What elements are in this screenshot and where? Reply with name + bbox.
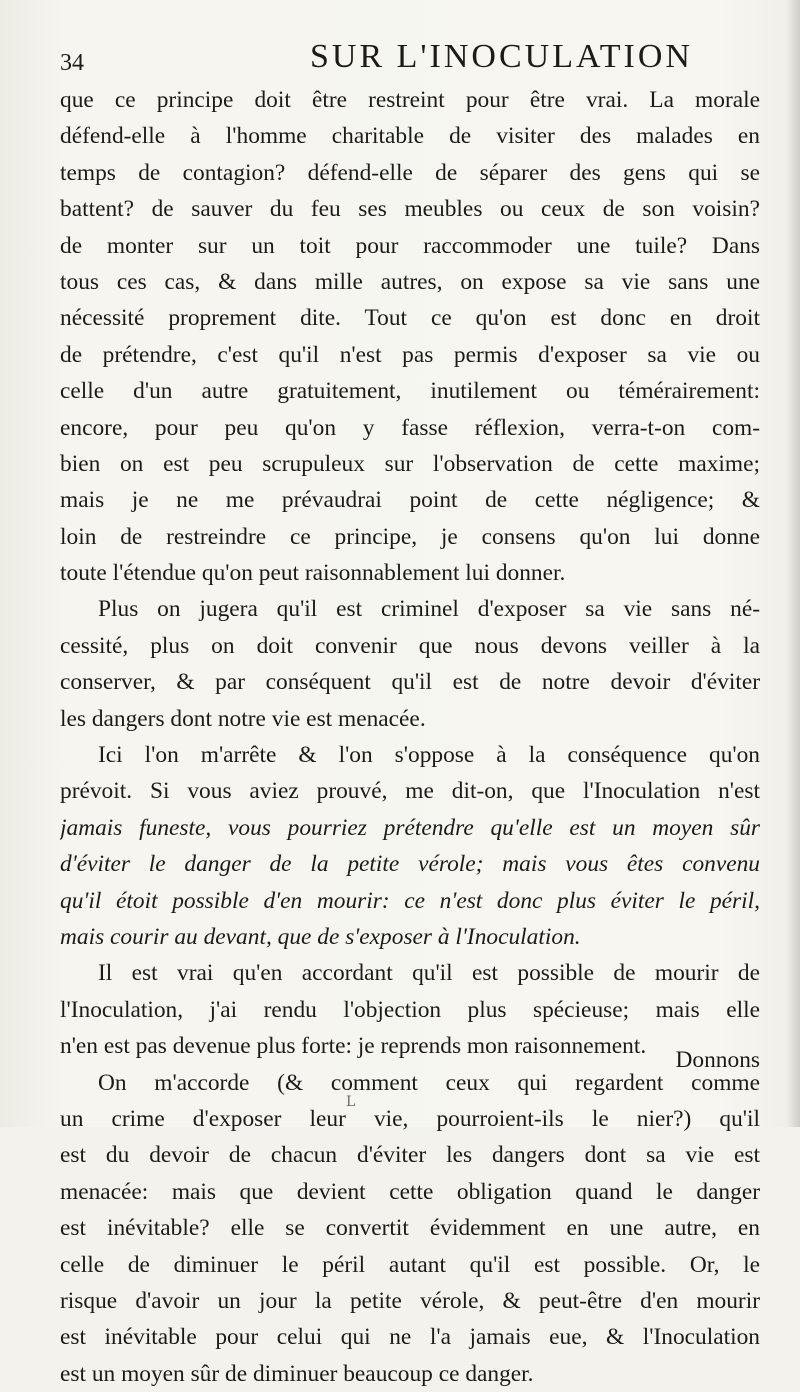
text-line: l'Inoculation, j'ai rendu l'objection plus spécieuse; mais elle — [60, 996, 760, 1023]
text-line: nécessité proprement dite. Tout ce qu'on est donc en droit — [60, 305, 760, 332]
text-line: temps de contagion? défend-elle de séparer des gens qui se — [60, 159, 760, 186]
text-line: est inévitable? elle se convertit évidemment en une autre, en — [60, 1215, 760, 1242]
text-line: menacée: mais que devient cette obligation quand le danger — [60, 1178, 760, 1205]
text-line: conserver, & par conséquent qu'il est de notre devoir d'éviter — [60, 669, 760, 696]
text-line: prévoit. Si vous aviez prouvé, me dit-on, que l'Inoculation n'est — [60, 778, 760, 805]
text-line: de prétendre, c'est qu'il n'est pas permis d'exposer sa vie ou — [60, 341, 760, 368]
text-line: défend-elle à l'homme charitable de visiter des malades en — [60, 123, 760, 150]
text-line: est du devoir de chacun d'éviter les dangers dont sa vie est — [60, 1142, 760, 1169]
text-line: encore, pour peu qu'on y fasse réflexion, verra-t-on com- — [60, 414, 760, 441]
text-line: mais je ne me prévaudrai point de cette négligence; & — [60, 487, 760, 514]
text-line: risque d'avoir un jour la petite vérole, & peut-être d'en mourir — [60, 1287, 760, 1314]
text-line: que ce principe doit être restreint pour être vrai. La morale — [60, 87, 760, 113]
paragraph-start-line: On m'accorde (& comment ceux qui regardent comme — [98, 1069, 760, 1096]
paragraph-end-line: les dangers dont notre vie est menacée. — [60, 705, 426, 732]
text-line: bien on est peu scrupuleux sur l'observation de cette maxime; — [60, 450, 760, 477]
page-number: 34 — [60, 50, 84, 76]
running-head: SUR L'INOCULATION — [310, 38, 693, 75]
text-line: celle de diminuer le péril autant qu'il est possible. Or, le — [60, 1251, 760, 1278]
text-line: est inévitable pour celui qui ne l'a jamais eue, & l'Inoculation — [60, 1324, 760, 1351]
paragraph-start-line: Il est vrai qu'en accordant qu'il est possible de mourir de — [98, 960, 760, 987]
text-line: de monter sur un toit pour raccommoder une tuile? Dans — [60, 232, 760, 259]
text-line: celle d'un autre gratuitement, inutilement ou témérairement: — [60, 378, 760, 405]
text-line: loin de restreindre ce principe, je consens qu'on lui donne — [60, 523, 760, 550]
body-text — [60, 82, 760, 1392]
italic-text-line: qu'il étoit possible d'en mourir: ce n'est donc plus éviter le péril, — [60, 887, 760, 914]
italic-paragraph-end-line: mais courir au devant, que de s'exposer à l'Inoculation. — [60, 923, 581, 950]
italic-text-line: d'éviter le danger de la petite vérole; mais vous êtes convenu — [60, 851, 760, 878]
paragraph-end-line: n'en est pas devenue plus forte: je reprends mon raisonnement. — [60, 1033, 647, 1060]
page-header — [60, 38, 760, 78]
italic-text-line: jamais funeste, vous pourriez prétendre qu'elle est un moyen sûr — [60, 814, 760, 841]
text-line: un crime d'exposer leur vie, pourroient-ils le nier?) qu'il — [60, 1105, 760, 1132]
signature-mark: L — [346, 1094, 356, 1110]
paragraph-start-line: Plus on jugera qu'il est criminel d'exposer sa vie sans né- — [98, 596, 760, 623]
catchword: Donnons — [675, 1047, 760, 1073]
page-edge-shadow — [786, 0, 800, 1127]
paragraph-end-line: est un moyen sûr de diminuer beaucoup ce danger. — [60, 1360, 534, 1387]
text-line: battent? de sauver du feu ses meubles ou ceux de son voisin? — [60, 196, 760, 223]
paragraph-end-line: toute l'étendue qu'on peut raisonnablement lui donner. — [60, 560, 566, 587]
text-line: tous ces cas, & dans mille autres, on expose sa vie sans une — [60, 268, 760, 295]
paragraph-start-line: Ici l'on m'arrête & l'on s'oppose à la conséquence qu'on — [98, 742, 760, 769]
text-line: cessité, plus on doit convenir que nous devons veiller à la — [60, 632, 760, 659]
